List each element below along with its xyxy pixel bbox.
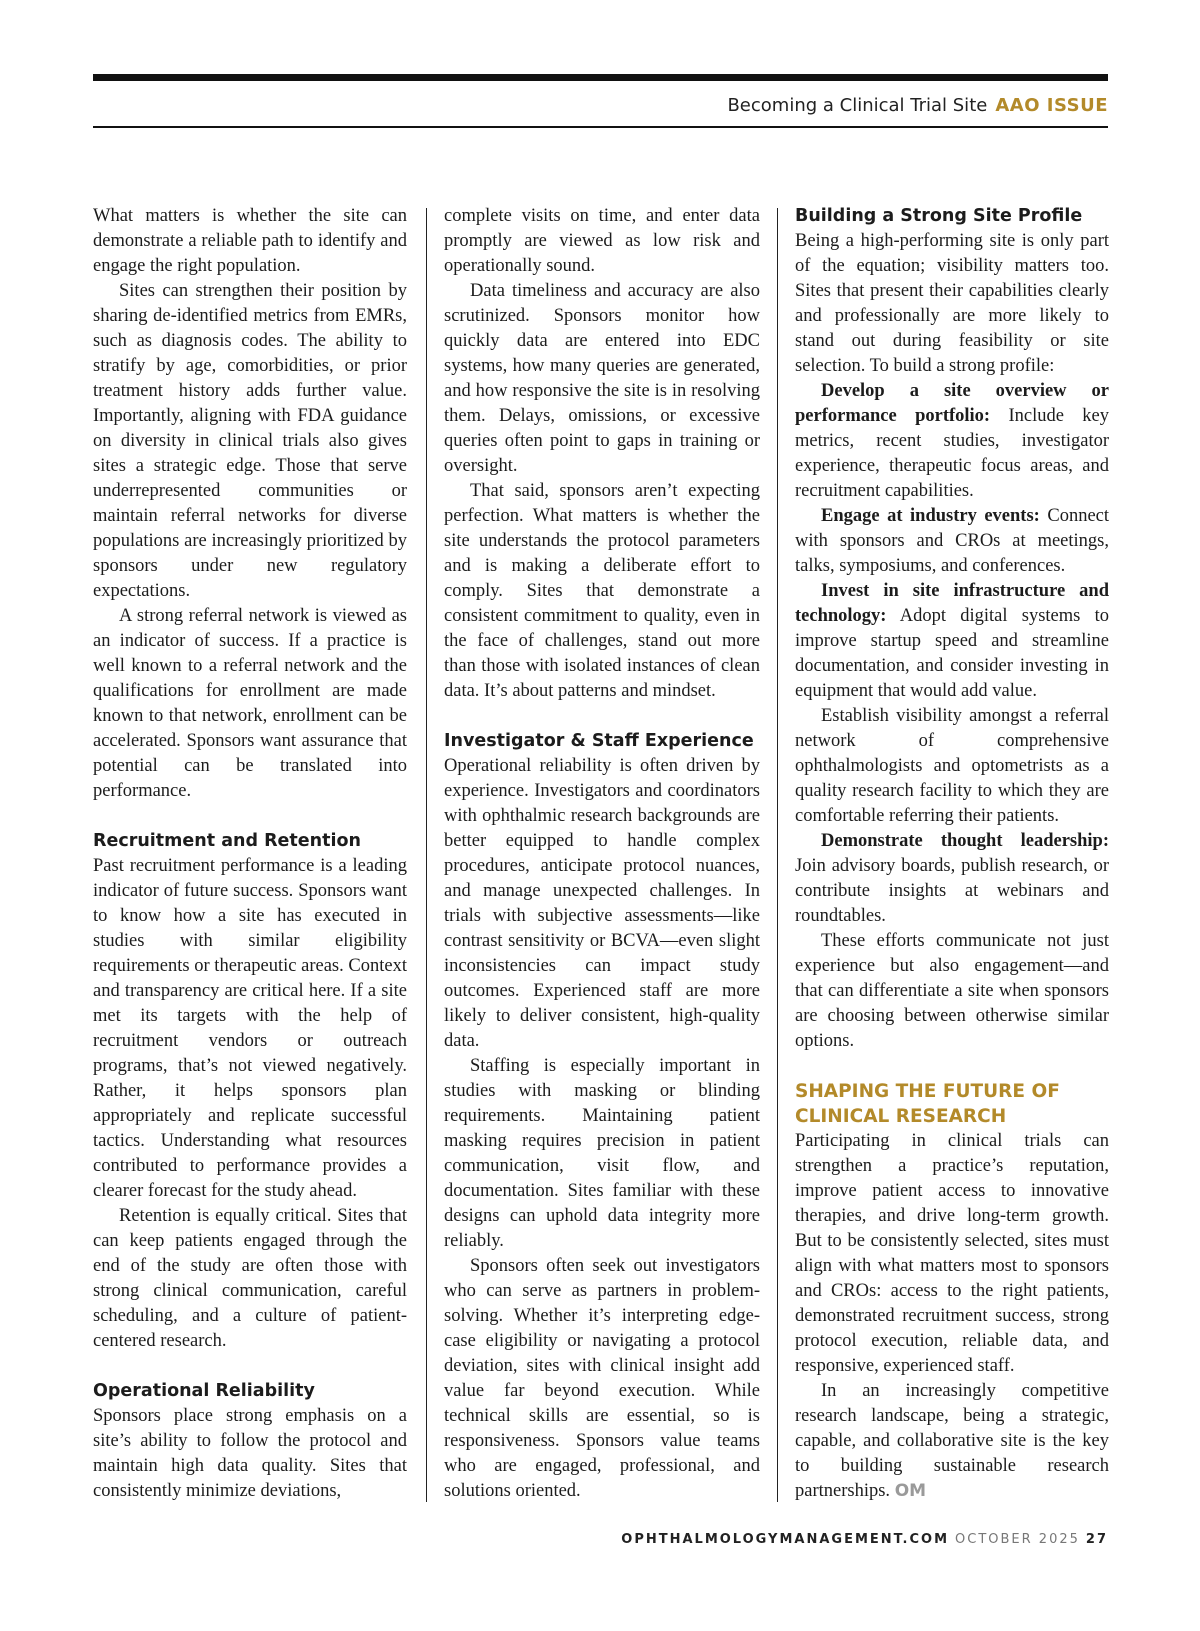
bullet-paragraph: [795, 504, 1109, 579]
paragraph: Operational reliability is often driven by experience. Investigators and coordinators with ophthalmic research backgrounds are better equipped to handle complex procedures, anticipate protocol nuances, and manage unexpected challenges. In trials with subjective assessments—like contrast sensitivity or BCVA—even slight inconsistencies can impact study outcomes. Experienced staff are more likely to deliver consistent, high-quality data.: [444, 756, 760, 1051]
paragraph: Sites can strengthen their position by sharing de-identified metrics from EMRs, such as diagnosis codes. The ability to stratify by age, comorbidities, or prior treatment history adds further value. Importantly, aligning with FDA guidance on diversity in clinical trials also gives sites a strategic edge. Those that serve underrepresented communities or maintain referral networks for diverse populations are increasingly prioritized by sponsors under new regulatory expectations.: [93, 281, 407, 601]
column-1: [93, 204, 407, 1504]
bullet-text: Join advisory boards, publish research, or contribute insights at webinars and roundtables.: [795, 856, 1109, 926]
running-header: [93, 88, 1108, 124]
header-title: Becoming a Clinical Trial Site: [727, 95, 988, 116]
paragraph: Sponsors often seek out investigators who can serve as partners in problem-solving. Whether it’s interpreting edge-case eligibility or navigating a protocol deviation, sites with clinical insight add value far beyond execution. While technical skills are essential, so is responsiveness. Sponsors value teams who are engaged, professional, and solutions oriented.: [444, 1256, 760, 1501]
bullet-paragraph: [795, 379, 1109, 504]
bullet-paragraph: [795, 579, 1109, 704]
footer-date: OCTOBER 2025: [955, 1532, 1080, 1547]
paragraph: Establish visibility amongst a referral network of comprehensive ophthalmologists and optometrists as a quality research facility to which they are comfortable referring their patients.: [795, 706, 1109, 826]
bullet-lead: Demonstrate thought leadership:: [821, 831, 1109, 851]
bullet-text: Adopt digital systems to improve startup speed and streamline documentation, and consider investing in equipment that would add value.: [795, 606, 1109, 701]
header-issue-label: AAO ISSUE: [995, 95, 1108, 116]
paragraph: Participating in clinical trials can strengthen a practice’s reputation, improve patient access to innovative therapies, and drive long-term growth. But to be consistently selected, sites must align with what matters most to sponsors and CROs: access to the right patients, demonstrated recruitment success, strong protocol execution, reliable data, and responsive, experienced staff.: [795, 1131, 1109, 1376]
column-divider: [777, 208, 778, 1502]
page-footer: [93, 1528, 1108, 1552]
section-heading-operational: Operational Reliability: [93, 1381, 315, 1401]
column-2: [444, 204, 760, 1504]
page-number: 27: [1085, 1532, 1108, 1547]
section-heading-recruitment: Recruitment and Retention: [93, 831, 361, 851]
bullet-lead: Develop a site overview or performance portfolio:: [795, 381, 1109, 426]
bullet-text: Connect with sponsors and CROs at meetings, talks, symposiums, and conferences.: [795, 506, 1110, 576]
paragraph: Past recruitment performance is a leading indicator of future success. Sponsors want to know how a site has executed in studies with similar eligibility requirements or therapeutic areas. Context and transparency are critical here. If a site met its targets with the help of recruitment vendors or outreach programs, that’s not viewed negatively. Rather, it helps sponsors plan appropriately and replicate successful tactics. Understanding what resources contributed to performance provides a clearer forecast for the study ahead.: [93, 856, 407, 1201]
column-divider: [426, 208, 427, 1502]
section-heading-building: Building a Strong Site Profile: [795, 206, 1083, 226]
paragraph: complete visits on time, and enter data promptly are viewed as low risk and operationally sound.: [444, 206, 760, 276]
paragraph-text: In an increasingly competitive research landscape, being a strategic, capable, and collaborative site is the key to building sustainable research partnerships.: [795, 1381, 1109, 1501]
paragraph: Data timeliness and accuracy are also scrutinized. Sponsors monitor how quickly data are entered into EDC systems, how many queries are generated, and how responsive the site is in resolving them. Delays, omissions, or excessive queries often point to gaps in training or oversight.: [444, 281, 760, 476]
section-heading-investigator: Investigator & Staff Experience: [444, 731, 754, 751]
column-3: [795, 204, 1109, 1504]
header-rule: [93, 126, 1108, 128]
paragraph: Staffing is especially important in studies with masking or blinding requirements. Maintaining patient masking requires precision in patient communication, visit flow, and documentation. Sites familiar with these designs can uphold data integrity more reliably.: [444, 1056, 760, 1251]
paragraph: What matters is whether the site can demonstrate a reliable path to identify and engage the right population.: [93, 206, 407, 276]
section-heading-shaping: SHAPING THE FUTURE OF CLINICAL RESEARCH: [795, 1081, 1060, 1127]
paragraph: Sponsors place strong emphasis on a site’s ability to follow the protocol and maintain high data quality. Sites that consistently minimize deviations,: [93, 1406, 407, 1501]
paragraph: That said, sponsors aren’t expecting perfection. What matters is whether the site understands the protocol parameters and is making a deliberate effort to comply. Sites that demonstrate a consistent commitment to quality, even in the face of challenges, stand out more than those with isolated instances of clean data. It’s about patterns and mindset.: [444, 481, 760, 701]
paragraph: Retention is equally critical. Sites that can keep patients engaged through the end of the study are often those with strong clinical communication, careful scheduling, and a culture of patient-centered research.: [93, 1206, 407, 1351]
paragraph: Being a high-performing site is only part of the equation; visibility matters too. Sites that present their capabilities clearly and professionally are more likely to stand out during feasibility or site selection. To build a strong profile:: [795, 231, 1109, 376]
bullet-text: Include key metrics, recent studies, investigator experience, therapeutic focus areas, and recruitment capabilities.: [795, 406, 1110, 501]
bullet-lead: Invest in site infrastructure and technology:: [795, 581, 1109, 626]
top-rule: [93, 74, 1108, 81]
paragraph: These efforts communicate not just experience but also engagement—and that can differentiate a site when sponsors are choosing between otherwise similar options.: [795, 931, 1109, 1051]
bullet-paragraph: [795, 829, 1109, 929]
end-mark: OM: [894, 1481, 927, 1501]
bullet-lead: Engage at industry events:: [821, 506, 1040, 526]
paragraph: [795, 1379, 1109, 1504]
footer-site: OPHTHALMOLOGYMANAGEMENT.COM: [621, 1532, 950, 1547]
paragraph: A strong referral network is viewed as an indicator of success. If a practice is well known to a referral network and the qualifications for enrollment are made known to that network, enrollment can be accelerated. Sponsors want assurance that potential can be translated into performance.: [93, 606, 407, 801]
